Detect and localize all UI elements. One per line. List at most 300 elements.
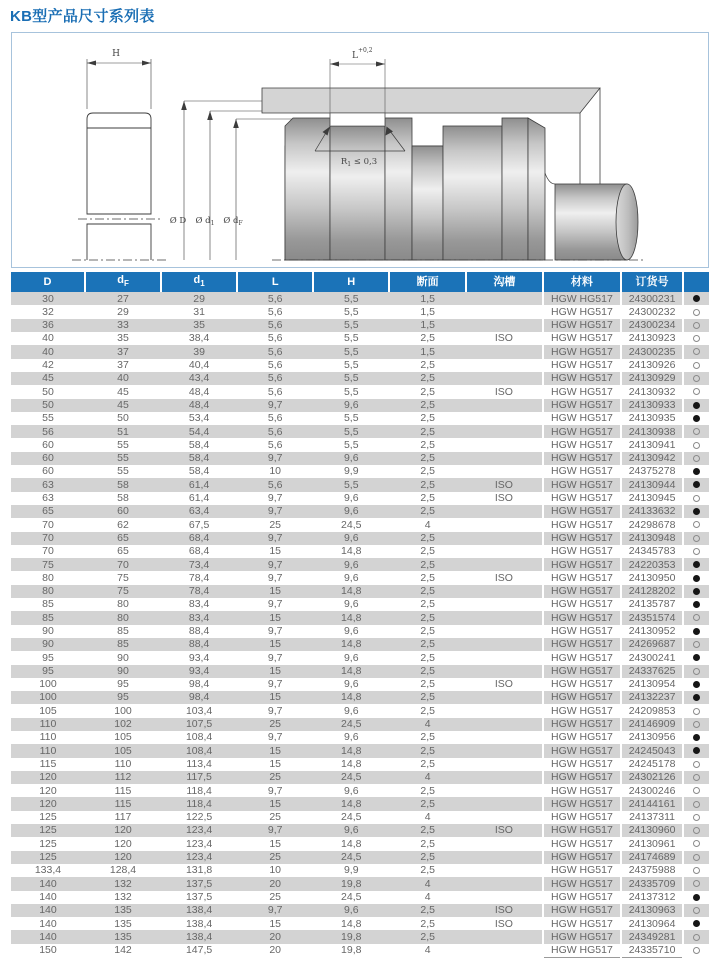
cell-d: 125 [39, 811, 57, 824]
cell-groove [466, 305, 543, 318]
column-header-l: L [237, 272, 313, 292]
cell-d1: 78,4 [188, 571, 210, 584]
cell-df: 117 [114, 811, 132, 824]
cell-d: 36 [42, 319, 54, 332]
cell-d: 80 [42, 585, 54, 598]
cell-d: 95 [42, 664, 54, 677]
cell-d: 140 [39, 930, 57, 943]
cell-d1: 93,4 [188, 651, 210, 664]
availability-filled-dot-icon [693, 588, 700, 595]
diameter-dimensions [181, 101, 302, 260]
cell-marker [683, 678, 709, 691]
cell-df: 142 [114, 944, 132, 957]
cell-d: 63 [42, 478, 54, 491]
cell-order_no: 24300241 [621, 651, 683, 664]
cell-groove [466, 545, 543, 558]
cell-marker [683, 758, 709, 771]
cell-order_no: 24130923 [621, 332, 683, 345]
cell-section: 4 [424, 811, 431, 824]
cell-order_no: 24130952 [621, 625, 683, 638]
cell-l: 9,7 [267, 678, 283, 691]
availability-open-dot-icon [693, 867, 700, 874]
cell-df: 51 [117, 425, 129, 438]
cell-h: 9,9 [343, 465, 359, 478]
cell-section: 2,5 [420, 465, 435, 478]
availability-open-dot-icon [693, 814, 700, 821]
table-row [11, 518, 709, 531]
cell-d1: 113,4 [186, 757, 212, 770]
cell-d1: 123,4 [185, 824, 213, 837]
cell-section: 2,5 [420, 598, 435, 611]
cell-section: 2,5 [420, 558, 435, 571]
cell-section: 2,5 [420, 505, 435, 518]
cell-h: 24,5 [341, 890, 362, 903]
cell-df: 37 [117, 345, 129, 358]
cell-groove [466, 930, 543, 943]
cell-marker [683, 718, 709, 731]
cell-df: 115 [114, 797, 132, 810]
r1-label: $R_1 \le 0,3$ [340, 157, 378, 168]
technical-drawing [12, 33, 708, 267]
cell-marker [683, 465, 709, 478]
table-row [11, 917, 709, 930]
cell-d1: 58,4 [188, 438, 210, 451]
cell-material: HGW HG517 [543, 824, 621, 837]
cell-marker [683, 904, 709, 917]
cell-l: 25 [269, 811, 282, 824]
cell-material: HGW HG517 [543, 585, 621, 598]
cell-section: 1,5 [420, 292, 435, 305]
cell-material: HGW HG517 [543, 571, 621, 584]
cell-d1: 61,4 [188, 478, 210, 491]
cell-material: HGW HG517 [543, 678, 621, 691]
cell-marker [683, 385, 709, 398]
cell-l: 5,6 [267, 385, 283, 398]
table-row [11, 425, 709, 438]
cell-d1: 123,4 [185, 851, 213, 864]
table-row [11, 438, 709, 451]
cell-groove [466, 412, 543, 425]
cell-order_no: 24130935 [621, 412, 683, 425]
cell-material: HGW HG517 [543, 638, 621, 651]
cell-l: 15 [269, 744, 282, 757]
cell-order_no: 24298678 [621, 518, 683, 531]
cell-marker [683, 877, 709, 890]
cell-material: HGW HG517 [543, 598, 621, 611]
table-row [11, 877, 709, 890]
cell-section: 2,5 [420, 837, 435, 850]
cell-df: 45 [117, 385, 129, 398]
cell-marker [683, 585, 709, 598]
cell-df: 60 [117, 505, 129, 518]
table-row [11, 292, 709, 305]
cell-material: HGW HG517 [543, 864, 621, 877]
cell-df: 135 [114, 917, 132, 930]
cell-order_no: 24269687 [621, 638, 683, 651]
cell-l: 20 [269, 944, 282, 957]
technical-drawing-panel [11, 32, 709, 268]
cell-order_no: 24144161 [621, 797, 683, 810]
cell-h: 9,6 [343, 904, 359, 917]
cell-marker [683, 651, 709, 664]
cell-df: 95 [117, 691, 129, 704]
cell-df: 85 [117, 625, 129, 637]
cell-d1: 138,4 [185, 930, 213, 943]
cell-l: 25 [269, 518, 282, 531]
availability-open-dot-icon [693, 854, 700, 861]
cell-order_no: 24132237 [621, 691, 683, 704]
availability-open-dot-icon [693, 614, 700, 621]
cell-order_no: 24335710 [621, 944, 683, 958]
cell-df: 95 [117, 678, 129, 691]
cell-section: 2,5 [420, 691, 435, 704]
dia-df-label: Ø $d_F$ [223, 216, 243, 227]
cell-material: HGW HG517 [543, 731, 621, 744]
cell-h: 24,5 [341, 811, 362, 824]
cell-section: 2,5 [420, 571, 435, 584]
cell-section: 2,5 [420, 425, 435, 438]
cell-d: 100 [39, 678, 57, 691]
cell-groove [466, 399, 543, 412]
table-row [11, 492, 709, 505]
cell-d1: 88,4 [188, 625, 210, 637]
table-row [11, 478, 709, 491]
cell-l: 9,7 [267, 704, 283, 717]
cell-df: 85 [117, 638, 129, 651]
cell-material: HGW HG517 [543, 532, 621, 545]
cell-l: 9,7 [267, 452, 283, 465]
cell-h: 9,6 [343, 704, 359, 717]
cell-d: 60 [42, 452, 54, 465]
cell-marker [683, 412, 709, 425]
cell-l: 9,7 [267, 731, 283, 744]
cell-h: 24,5 [341, 718, 362, 731]
cell-groove [466, 837, 543, 850]
cell-h: 9,6 [343, 531, 359, 544]
cell-d: 56 [42, 425, 54, 438]
cell-material: HGW HG517 [543, 438, 621, 451]
cell-l: 25 [269, 890, 282, 903]
cell-df: 70 [117, 558, 129, 571]
cell-marker [683, 558, 709, 571]
availability-open-dot-icon [693, 761, 700, 768]
cell-section: 2,5 [420, 744, 435, 757]
table-row [11, 545, 709, 558]
cell-d1: 58,4 [188, 452, 210, 465]
cell-df: 90 [117, 651, 129, 664]
cell-l: 15 [269, 545, 282, 558]
column-header-material: 材料 [543, 272, 621, 292]
table-row [11, 944, 709, 958]
cell-df: 128,4 [109, 864, 137, 877]
table-header [11, 272, 709, 292]
cell-d: 80 [42, 571, 54, 584]
cell-section: 2,5 [420, 731, 435, 744]
availability-filled-dot-icon [693, 747, 700, 754]
cell-section: 2,5 [420, 864, 435, 877]
cell-order_no: 24130956 [621, 731, 683, 744]
cell-d1: 78,4 [188, 585, 210, 598]
cell-groove [466, 784, 543, 797]
availability-filled-dot-icon [693, 681, 700, 688]
availability-open-dot-icon [693, 442, 700, 449]
availability-filled-dot-icon [693, 561, 700, 568]
cell-section: 1,5 [420, 319, 435, 332]
availability-filled-dot-icon [693, 415, 700, 422]
availability-open-dot-icon [693, 787, 700, 794]
cell-df: 110 [114, 757, 132, 770]
availability-open-dot-icon [693, 535, 700, 542]
availability-open-dot-icon [693, 521, 700, 528]
cell-h: 14,8 [341, 757, 362, 770]
table-row [11, 452, 709, 465]
cell-d: 85 [42, 611, 54, 624]
availability-open-dot-icon [693, 840, 700, 847]
cell-h: 5,5 [343, 425, 359, 438]
availability-open-dot-icon [693, 641, 700, 648]
cell-groove [466, 704, 543, 717]
cell-d: 70 [42, 545, 54, 558]
cell-d1: 117,5 [186, 771, 212, 784]
cell-order_no: 24130941 [621, 438, 683, 451]
cell-order_no: 24337625 [621, 665, 683, 678]
cell-marker [683, 771, 709, 784]
cell-marker [683, 545, 709, 558]
cell-section: 2,5 [420, 372, 435, 385]
cell-groove [466, 359, 543, 372]
cell-marker [683, 292, 709, 305]
cell-marker [683, 811, 709, 824]
availability-filled-dot-icon [693, 402, 700, 409]
cell-d: 60 [42, 438, 54, 451]
cell-material: HGW HG517 [543, 718, 621, 731]
cell-h: 14,8 [341, 664, 362, 677]
cell-material: HGW HG517 [543, 332, 621, 345]
cell-h: 14,8 [341, 691, 362, 704]
cell-df: 105 [114, 731, 132, 744]
cell-l: 15 [269, 611, 282, 624]
cell-groove [466, 505, 543, 518]
cell-d: 70 [42, 518, 54, 531]
cell-l: 15 [269, 837, 282, 850]
cell-d: 45 [42, 372, 54, 385]
cell-section: 2,5 [420, 438, 435, 451]
cell-l: 5,6 [267, 412, 283, 425]
cell-order_no: 24130932 [621, 385, 683, 398]
cell-df: 65 [117, 545, 129, 558]
cell-d1: 48,4 [188, 398, 210, 411]
cell-material: HGW HG517 [543, 359, 621, 372]
cell-d: 75 [42, 558, 54, 571]
cell-marker [683, 452, 709, 465]
cell-l: 9,7 [267, 651, 283, 664]
cell-l: 9,7 [267, 598, 283, 611]
cell-material: HGW HG517 [543, 758, 621, 771]
table-row [11, 771, 709, 784]
cell-d1: 38,4 [188, 332, 210, 345]
cell-groove [466, 758, 543, 771]
cell-d: 140 [39, 877, 57, 890]
cell-order_no: 24300235 [621, 345, 683, 358]
table-row [11, 678, 709, 691]
table-row [11, 718, 709, 731]
cell-order_no: 24130961 [621, 837, 683, 850]
cell-h: 5,5 [343, 478, 359, 491]
cell-h: 5,5 [343, 292, 359, 305]
cell-section: 2,5 [420, 784, 435, 797]
cell-material: HGW HG517 [543, 492, 621, 505]
cell-order_no: 24300232 [621, 305, 683, 318]
cell-material: HGW HG517 [543, 944, 621, 958]
availability-filled-dot-icon [693, 295, 700, 302]
cell-order_no: 24130948 [621, 532, 683, 545]
table-row [11, 651, 709, 664]
cell-h: 19,8 [341, 877, 362, 890]
cell-l: 5,6 [267, 345, 283, 358]
cell-marker [683, 598, 709, 611]
table-row [11, 665, 709, 678]
cell-l: 10 [269, 465, 282, 478]
cell-df: 33 [117, 319, 129, 332]
cell-d: 125 [39, 824, 57, 837]
table-row [11, 811, 709, 824]
cell-l: 5,6 [267, 292, 283, 305]
cell-groove [466, 797, 543, 810]
cell-marker [683, 518, 709, 531]
cell-material: HGW HG517 [543, 691, 621, 704]
table-row [11, 691, 709, 704]
cell-material: HGW HG517 [543, 625, 621, 638]
cell-order_no: 24245043 [621, 744, 683, 757]
cell-groove: ISO [494, 678, 513, 691]
cell-d1: 40,4 [188, 359, 210, 372]
table-row [11, 385, 709, 398]
cell-order_no: 24130963 [621, 904, 683, 917]
cell-d1: 73,4 [188, 558, 210, 571]
availability-open-dot-icon [693, 721, 700, 728]
cell-df: 100 [114, 704, 132, 717]
cell-material: HGW HG517 [543, 784, 621, 797]
cell-l: 15 [269, 797, 282, 810]
cell-material: HGW HG517 [543, 930, 621, 943]
cell-groove: ISO [494, 332, 513, 345]
cell-d: 105 [39, 704, 57, 717]
cell-groove [466, 598, 543, 611]
cell-section: 4 [424, 771, 431, 784]
cell-df: 115 [114, 784, 132, 797]
cell-section: 1,5 [420, 345, 435, 358]
cell-order_no: 24130926 [621, 359, 683, 372]
cell-h: 9,6 [343, 558, 359, 571]
cell-order_no: 24130954 [621, 678, 683, 691]
cell-marker [683, 851, 709, 864]
cell-order_no: 24130929 [621, 372, 683, 385]
cell-groove [466, 558, 543, 571]
cell-d: 85 [42, 598, 54, 611]
cell-order_no: 24130964 [621, 917, 683, 930]
cell-groove: ISO [494, 478, 513, 491]
cell-d1: 108,4 [185, 744, 213, 757]
table-row [11, 625, 709, 638]
cell-order_no: 24300234 [621, 319, 683, 332]
cell-section: 2,5 [420, 704, 435, 717]
cell-order_no: 24130950 [621, 571, 683, 584]
cell-marker [683, 399, 709, 412]
dim-l-label: $L^{+0,2}$ [352, 47, 373, 61]
column-header-d1: $d_1$ [161, 272, 237, 292]
cell-section: 2,5 [420, 930, 435, 943]
cell-groove [466, 518, 543, 531]
cell-groove [466, 292, 543, 305]
table-row [11, 837, 709, 850]
table-row [11, 784, 709, 797]
availability-open-dot-icon [693, 947, 700, 954]
cell-material: HGW HG517 [543, 399, 621, 412]
cell-d: 133,4 [34, 864, 62, 877]
cell-df: 40 [117, 372, 129, 385]
availability-open-dot-icon [693, 668, 700, 675]
cell-d: 50 [42, 398, 54, 411]
cell-order_no: 24128202 [621, 585, 683, 598]
availability-filled-dot-icon [693, 628, 700, 635]
availability-open-dot-icon [693, 708, 700, 715]
shaft-render [262, 88, 644, 260]
cell-h: 5,5 [343, 385, 359, 398]
availability-open-dot-icon [693, 455, 700, 462]
cell-d: 90 [42, 625, 54, 637]
cell-section: 2,5 [420, 611, 435, 624]
cell-l: 9,7 [267, 558, 283, 571]
cell-d: 40 [42, 345, 54, 358]
cell-order_no: 24300246 [621, 784, 683, 797]
cell-order_no: 24245178 [621, 758, 683, 771]
column-header-h: H [313, 272, 389, 292]
cell-h: 5,5 [343, 372, 359, 385]
cell-h: 9,6 [343, 598, 359, 611]
cell-d: 110 [39, 731, 57, 744]
cell-material: HGW HG517 [543, 385, 621, 398]
cell-groove [466, 425, 543, 438]
availability-filled-dot-icon [693, 694, 700, 701]
availability-open-dot-icon [693, 348, 700, 355]
cell-marker [683, 372, 709, 385]
cell-l: 25 [269, 851, 282, 864]
cell-marker [683, 784, 709, 797]
cell-order_no: 24130945 [621, 492, 683, 505]
cell-d1: 123,4 [185, 837, 213, 850]
cell-h: 9,6 [343, 678, 359, 691]
column-header-d: D [11, 272, 85, 292]
table-row [11, 904, 709, 917]
availability-filled-dot-icon [693, 575, 700, 582]
cell-d: 140 [39, 890, 57, 903]
availability-filled-dot-icon [693, 468, 700, 475]
cell-d: 120 [39, 771, 57, 784]
cell-order_no: 24174689 [621, 851, 683, 864]
cell-groove: ISO [494, 385, 513, 398]
table-row [11, 399, 709, 412]
cell-df: 50 [117, 412, 129, 425]
cell-groove [466, 718, 543, 731]
cell-material: HGW HG517 [543, 797, 621, 810]
cell-d1: 138,4 [185, 904, 213, 917]
table-row [11, 864, 709, 877]
cell-h: 9,6 [343, 651, 359, 664]
cell-section: 2,5 [420, 757, 435, 770]
table-row [11, 930, 709, 943]
cell-groove: ISO [494, 917, 513, 930]
column-header-section: 断面 [389, 272, 466, 292]
